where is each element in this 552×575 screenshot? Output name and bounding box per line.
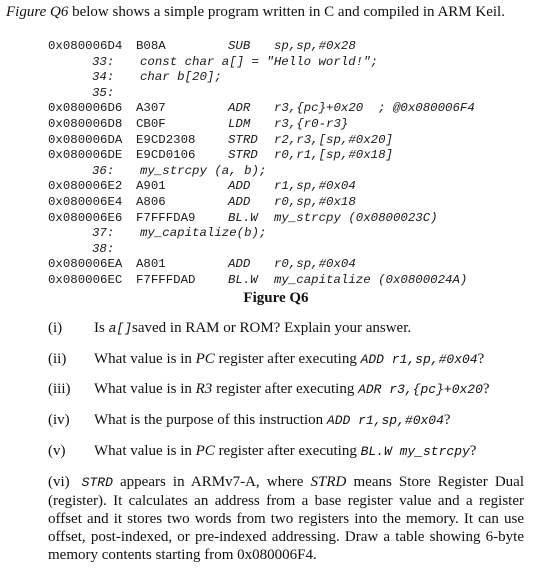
code-source: my_capitalize(b); bbox=[140, 226, 267, 241]
code-mnemonic: BL.W bbox=[228, 273, 258, 287]
question-text-run: Is bbox=[94, 320, 109, 336]
emphasis: R3 bbox=[195, 381, 213, 397]
question-text bbox=[94, 349, 484, 370]
figure-reference: Figure Q6 bbox=[6, 4, 69, 20]
code-address: 0x080006E4 bbox=[48, 195, 123, 209]
question-number: (ii) bbox=[48, 351, 67, 367]
inline-code: BL.W my_strcpy bbox=[360, 444, 470, 459]
question-text-run: saved in RAM or ROM? Explain your answer. bbox=[132, 320, 412, 336]
code-opcode: A806 bbox=[136, 195, 166, 209]
code-operands: my_capitalize (0x0800024A) bbox=[274, 273, 468, 287]
code-operands: r0,sp,#0x18 bbox=[274, 195, 356, 209]
code-mnemonic: BL.W bbox=[228, 210, 258, 225]
question-text-run: ? bbox=[469, 443, 477, 459]
inline-code: ADD r1,sp,#0x04 bbox=[360, 352, 478, 367]
code-address: 0x080006EC bbox=[48, 273, 123, 287]
code-mnemonic: ADR bbox=[228, 101, 251, 116]
code-line-number: 37: bbox=[92, 226, 115, 241]
code-opcode: E9CD0106 bbox=[136, 148, 196, 163]
question-text-run: ? bbox=[477, 351, 485, 367]
code-opcode: B08A bbox=[136, 39, 166, 53]
code-mnemonic: STRD bbox=[228, 132, 258, 147]
code-opcode: F7FFFDA9 bbox=[136, 210, 196, 225]
code-address: 0x080006D4 bbox=[48, 39, 123, 53]
question-text-run: What value is in bbox=[94, 381, 196, 397]
question-text bbox=[94, 379, 490, 400]
code-mnemonic: ADD bbox=[228, 257, 251, 272]
code-mnemonic: LDM bbox=[228, 117, 251, 131]
code-operands: r1,sp,#0x04 bbox=[274, 179, 356, 194]
code-opcode: A307 bbox=[136, 101, 166, 116]
code-operands: my_strcpy (0x0800023C) bbox=[274, 210, 438, 225]
code-line-number: 38: bbox=[92, 241, 115, 256]
intro-text bbox=[6, 2, 505, 22]
emphasis: PC bbox=[195, 443, 215, 459]
question-text-run: register after executing bbox=[214, 443, 361, 459]
code-source: my_strcpy (a, b); bbox=[140, 163, 267, 178]
code-address: 0x080006E6 bbox=[48, 210, 123, 225]
question-text bbox=[94, 410, 451, 431]
inline-code: ADD r1,sp,#0x04 bbox=[326, 413, 444, 428]
question-number: (i) bbox=[48, 320, 63, 336]
code-mnemonic: STRD bbox=[228, 148, 258, 163]
question-text-run: register after executing bbox=[212, 381, 359, 397]
question-text-run: What value is in bbox=[94, 443, 196, 459]
code-source: const char a[] = "Hello world!"; bbox=[140, 54, 378, 69]
question-vi bbox=[48, 473, 524, 564]
code-opcode: F7FFFDAD bbox=[136, 273, 196, 287]
code-mnemonic: ADD bbox=[228, 179, 251, 194]
code-mnemonic: ADD bbox=[228, 195, 251, 209]
inline-code: STRD bbox=[81, 475, 113, 490]
code-address: 0x080006D6 bbox=[48, 101, 123, 116]
code-address: 0x080006EA bbox=[48, 257, 123, 272]
question-text-run: What value is in bbox=[94, 351, 196, 367]
code-source: char b[20]; bbox=[140, 70, 222, 85]
code-address: 0x080006E2 bbox=[48, 179, 123, 194]
question-text-run: register after executing bbox=[214, 351, 361, 367]
emphasis: STRD bbox=[310, 474, 347, 490]
question-text bbox=[94, 318, 411, 339]
question-text-run: What is the purpose of this instruction bbox=[94, 412, 327, 428]
intro-rest: below shows a simple program written in C and compiled in ARM Keil. bbox=[68, 4, 505, 20]
code-operands: r2,r3,[sp,#0x20] bbox=[274, 132, 393, 147]
question-text-run: appears in ARMv7-A, where bbox=[112, 474, 311, 490]
code-opcode: A801 bbox=[136, 257, 166, 272]
code-opcode: E9CD2308 bbox=[136, 132, 196, 147]
figure-caption: Figure Q6 bbox=[243, 290, 309, 306]
question-text-run: means Store Register Dual (register). It calculates an address from a base register value and a register offset and it stores two words from two registers into the memory. It can use offset, post-indexed, or pre-indexed addressing. Draw a table showing 6-byte memory contents starting from 0x080006F4. bbox=[48, 474, 524, 563]
question-text bbox=[94, 441, 476, 462]
question-number: (vi) bbox=[48, 474, 70, 490]
inline-code: a[] bbox=[108, 321, 132, 336]
code-mnemonic: SUB bbox=[228, 39, 251, 53]
code-address: 0x080006DA bbox=[48, 132, 123, 147]
code-operands: r3,{pc}+0x20 ; @0x080006F4 bbox=[274, 101, 475, 116]
code-address: 0x080006DE bbox=[48, 148, 123, 163]
code-line-number: 34: bbox=[92, 70, 115, 85]
code-opcode: A901 bbox=[136, 179, 166, 194]
emphasis: PC bbox=[195, 351, 215, 367]
code-line-number: 35: bbox=[92, 85, 115, 100]
question-text-run: ? bbox=[443, 412, 451, 428]
code-opcode: CB0F bbox=[136, 117, 166, 131]
code-operands: sp,sp,#0x28 bbox=[274, 39, 356, 53]
code-operands: r3,{r0-r3} bbox=[274, 117, 349, 131]
code-operands: r0,sp,#0x04 bbox=[274, 257, 356, 272]
question-number: (v) bbox=[48, 443, 66, 459]
inline-code: ADR r3,{pc}+0x20 bbox=[358, 382, 483, 397]
code-operands: r0,r1,[sp,#0x18] bbox=[274, 148, 393, 163]
code-line-number: 33: bbox=[92, 54, 115, 69]
code-address: 0x080006D8 bbox=[48, 117, 123, 131]
question-number: (iii) bbox=[48, 381, 71, 397]
code-line-number: 36: bbox=[92, 163, 115, 178]
question-text-run: ? bbox=[482, 381, 490, 397]
question-number: (iv) bbox=[48, 412, 70, 428]
